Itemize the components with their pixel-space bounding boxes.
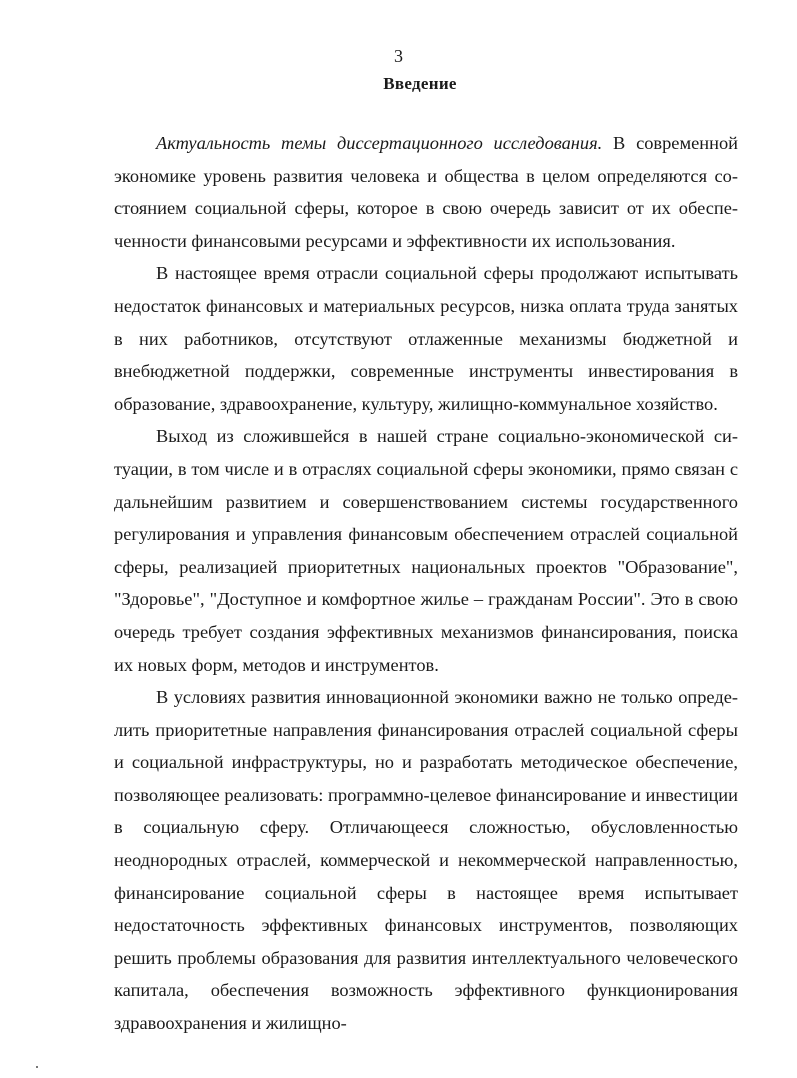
paragraph-4: В условиях развития инновационной экономики важно не только определить приоритетные направления финансирования отраслей социальной сферы и социальной инфраструктуры, но и разработать методическое обеспечение, позволяющее реализовать: программно-целевое финансирование и инвестиции в социальную сферу. Отличающееся сложностью, обусловленностью неоднородных отраслей, коммерческой и некоммерческой направленностью, финансирование социальной сферы в настоящее время испытывает недостаточность эффективных финансовых инструментов, позволяющих решить проблемы образования для развития интеллектуального человеческого капитала, обеспечения возможность эффективного функционирования здравоохранения и жилищно-: [114, 687, 738, 1034]
paragraph-1: [114, 127, 738, 257]
scan-artifact: [36, 1066, 38, 1068]
paragraph-3: Выход из сложившейся в нашей стране социально-экономической ситуации, в том числе и в отраслях социальной сферы экономики, прямо связан с дальнейшим развитием и совершенствованием системы государственного регулирования и управления финансовым обеспечением отраслей социальной сферы, реализацией приоритетных национальных проектов "Образование", "Здоровье", "Доступное и комфортное жилье – гражданам России". Это в свою очередь требует создания эффективных механизмов финансирования, поиска их новых форм, методов и инструментов.: [114, 426, 738, 675]
paragraph-2: В настоящее время отрасли социальной сферы продолжают испытывать недостаток финансовых и материальных ресурсов, низка оплата труда занятых в них работников, отсутствуют отлаженные механизмы бюджетной и внебюджетной поддержки, современные инструменты инвестирования в образование, здравоохранение, культуру, жилищно-коммунальное хозяйство.: [114, 263, 738, 414]
paragraph-1-lead: Актуальность темы диссертационного исследования.: [156, 133, 603, 153]
paragraph-1-text: В современной экономике уровень развития человека и общества в целом определяются состоянием социальной сферы, которое в свою очередь зависит от их обеспеченности финансовыми ресурсами и эффективности их использования.: [114, 133, 738, 251]
body-text: [114, 127, 738, 1040]
page-number: 3: [394, 46, 403, 66]
section-heading: Введение: [383, 74, 457, 93]
